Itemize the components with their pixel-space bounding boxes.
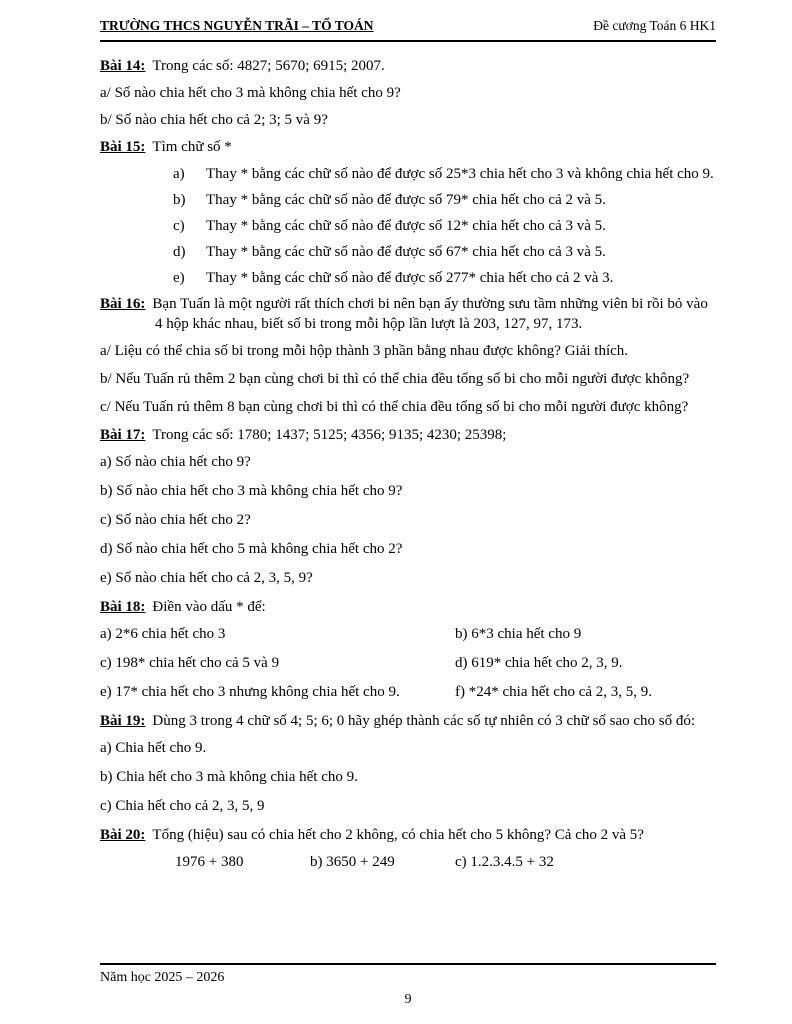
exercise-16 bbox=[100, 294, 716, 417]
exercise-20-intro: Tổng (hiệu) sau có chia hết cho 2 không, có chia hết cho 5 không? Cả cho 2 và 5? bbox=[152, 827, 644, 843]
page-footer bbox=[100, 963, 716, 1010]
exercise-14-item-a: a/ Số nào chia hết cho 3 mà không chia hết cho 9? bbox=[100, 85, 401, 101]
exercise-15 bbox=[100, 137, 716, 288]
exercise-15-item-c bbox=[173, 216, 716, 236]
exercise-19-item-b: b) Chia hết cho 3 mà không chia hết cho 9. bbox=[100, 769, 358, 785]
item-text: Thay * bằng các chữ số nào để được số 67* chia hết cho cả 3 và 5. bbox=[206, 244, 606, 260]
exercise-19-item-a: a) Chia hết cho 9. bbox=[100, 740, 207, 756]
exercise-15-item-e bbox=[173, 268, 716, 288]
exercise-17-heading bbox=[100, 425, 716, 445]
exercise-16-label: Bài 16: bbox=[100, 296, 146, 312]
exercise-19-label: Bài 19: bbox=[100, 713, 146, 729]
exercise-17-item-c: c) Số nào chia hết cho 2? bbox=[100, 512, 251, 528]
item-letter: d) bbox=[173, 244, 186, 260]
exercise-14 bbox=[100, 56, 716, 130]
item-letter: e) bbox=[173, 270, 185, 286]
exercise-20 bbox=[100, 825, 716, 872]
school-name: TRƯỜNG THCS NGUYỄN TRÃI – TỔ TOÁN bbox=[100, 18, 374, 33]
exercise-15-item-b bbox=[173, 190, 716, 210]
exercise-19-item-c: c) Chia hết cho cả 2, 3, 5, 9 bbox=[100, 798, 265, 814]
exercise-15-label: Bài 15: bbox=[100, 139, 146, 155]
exercise-19 bbox=[100, 711, 716, 816]
exercise-18-intro: Điền vào dấu * để: bbox=[152, 599, 266, 615]
exercise-17-label: Bài 17: bbox=[100, 427, 146, 443]
exercise-18-row-2 bbox=[100, 653, 716, 673]
exercise-14-label: Bài 14: bbox=[100, 58, 146, 74]
exercise-15-heading bbox=[100, 137, 716, 157]
exercise-14-heading bbox=[100, 56, 716, 76]
school-year: Năm học 2025 – 2026 bbox=[100, 970, 225, 985]
exercise-19-heading bbox=[100, 711, 716, 731]
exercise-15-item-a bbox=[173, 164, 716, 184]
exercise-20-part-c: c) 1.2.3.4.5 + 32 bbox=[455, 854, 554, 870]
exercise-18-item-f: f) *24* chia hết cho cả 2, 3, 5, 9. bbox=[455, 684, 653, 700]
exercise-15-item-d bbox=[173, 242, 716, 262]
exercise-16-item-c: c/ Nếu Tuấn rủ thêm 8 bạn cùng chơi bi thì có thể chia đều tổng số bi cho mỗi người được không? bbox=[100, 399, 689, 415]
exercise-15-intro: Tìm chữ số * bbox=[152, 139, 232, 155]
item-text: Thay * bằng các chữ số nào để được số 25*3 chia hết cho 3 và không chia hết cho 9. bbox=[206, 166, 714, 182]
exercise-16-heading bbox=[100, 294, 716, 334]
exercise-16-item-b: b/ Nếu Tuấn rủ thêm 2 bạn cùng chơi bi thì có thể chia đều tổng số bi cho mỗi người được không? bbox=[100, 371, 690, 387]
exercise-18-heading bbox=[100, 597, 716, 617]
exercise-18-item-e: e) 17* chia hết cho 3 nhưng không chia hết cho 9. bbox=[100, 684, 400, 700]
exercise-18-item-b: b) 6*3 chia hết cho 9 bbox=[455, 626, 582, 642]
exercise-16-item-a: a/ Liệu có thể chia số bi trong mỗi hộp thành 3 phần bằng nhau được không? Giải thích. bbox=[100, 343, 629, 359]
exercise-19-intro: Dùng 3 trong 4 chữ số 4; 5; 6; 0 hãy ghép thành các số tự nhiên có 3 chữ số sao cho số đó: bbox=[152, 713, 696, 729]
document-content bbox=[100, 42, 716, 872]
exercise-18-row-3 bbox=[100, 682, 716, 702]
exercise-17-intro: Trong các số: 1780; 1437; 5125; 4356; 9135; 4230; 25398; bbox=[152, 427, 507, 443]
exercise-18-row-1 bbox=[100, 624, 716, 644]
item-text: Thay * bằng các chữ số nào để được số 12* chia hết cho cả 3 và 5. bbox=[206, 218, 606, 234]
exercise-17-item-b: b) Số nào chia hết cho 3 mà không chia hết cho 9? bbox=[100, 483, 403, 499]
item-text: Thay * bằng các chữ số nào để được số 79* chia hết cho cả 2 và 5. bbox=[206, 192, 606, 208]
exercise-18-item-a: a) 2*6 chia hết cho 3 bbox=[100, 626, 226, 642]
exercise-14-intro: Trong các số: 4827; 5670; 6915; 2007. bbox=[152, 58, 385, 74]
page-header bbox=[100, 16, 716, 42]
exercise-20-label: Bài 20: bbox=[100, 827, 146, 843]
exercise-17-item-a: a) Số nào chia hết cho 9? bbox=[100, 454, 251, 470]
item-letter: b) bbox=[173, 192, 186, 208]
exercise-17 bbox=[100, 425, 716, 588]
exercise-17-item-e: e) Số nào chia hết cho cả 2, 3, 5, 9? bbox=[100, 570, 313, 586]
exercise-20-heading bbox=[100, 825, 716, 845]
exercise-20-part-a: 1976 + 380 bbox=[175, 854, 244, 870]
exercise-18-item-d: d) 619* chia hết cho 2, 3, 9. bbox=[455, 655, 623, 671]
exercise-18-item-c: c) 198* chia hết cho cả 5 và 9 bbox=[100, 655, 280, 671]
exercise-18-label: Bài 18: bbox=[100, 599, 146, 615]
exercise-17-item-d: d) Số nào chia hết cho 5 mà không chia hết cho 2? bbox=[100, 541, 403, 557]
page-number: 9 bbox=[404, 992, 412, 1007]
exercise-18 bbox=[100, 597, 716, 702]
document-title: Đề cương Toán 6 HK1 bbox=[593, 18, 716, 33]
exercise-16-intro: Bạn Tuấn là một người rất thích chơi bi nên bạn ấy thường sưu tầm những viên bi rồi bỏ vào 4 hộp khác nhau, biết số bi trong mỗi hộp lần lượt là 203, 127, 97, 173. bbox=[152, 296, 708, 332]
exercise-20-expressions bbox=[100, 852, 716, 872]
item-text: Thay * bằng các chữ số nào để được số 277* chia hết cho cả 2 và 3. bbox=[206, 270, 614, 286]
exercise-14-item-b: b/ Số nào chia hết cho cả 2; 3; 5 và 9? bbox=[100, 112, 328, 128]
item-letter: a) bbox=[173, 166, 185, 182]
exercise-20-part-b: b) 3650 + 249 bbox=[310, 854, 395, 870]
item-letter: c) bbox=[173, 218, 185, 234]
